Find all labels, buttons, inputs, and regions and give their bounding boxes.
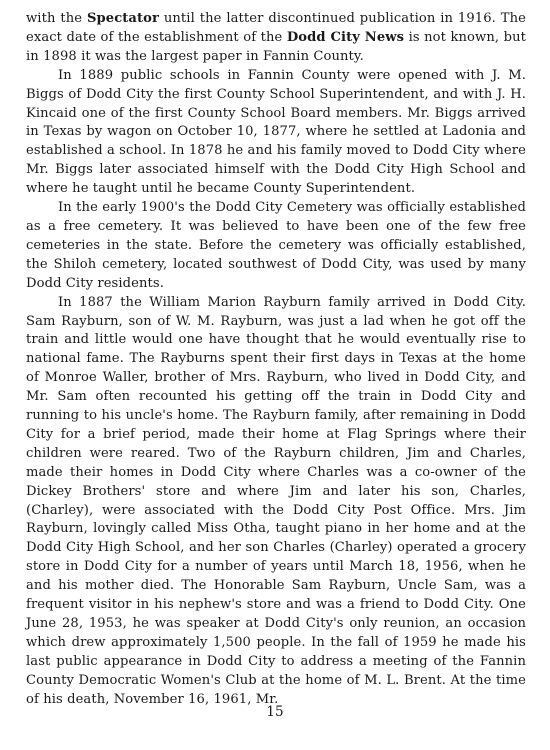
paragraph (26, 199, 526, 294)
page-body (26, 10, 526, 710)
text-run: with the (26, 11, 87, 26)
bold-text: Spectator (86, 11, 159, 26)
paragraph (26, 67, 526, 199)
paragraph (26, 294, 526, 710)
text-run: In the early 1900's the Dodd City Cemetery was officially established as a free cemetery. It was believed to have been one of the few free cemeteries in the state. Before the cemetery was officially established, the Shiloh cemetery, located southwest of Dodd City, was used by many Dodd City residents. (26, 200, 526, 291)
text-run: until the latter discontinued publication in 1916. The exact date of the establishment of the (26, 11, 526, 45)
paragraph (26, 10, 526, 67)
text-run: In 1887 the William Marion Rayburn family arrived in Dodd City. Sam Rayburn, son of W. M. Rayburn, was just a lad when he got off the train and little would one have thought that he would eventually rise to national fame. The Rayburns spent their first days in Texas at the home of Monroe Waller, brother of Mrs. Rayburn, who lived in Dodd City, and Mr. Sam often recounted his getting off the train in Dodd City and running to his uncle's home. The Rayburn family, after remaining in Dodd City for a brief period, made their home at Flag Springs where their children were reared. Two of the Rayburn children, Jim and Charles, made their homes in Dodd City where Charles was a co-owner of the Dickey Brothers' store and where Jim and later his son, Charles, (Charley), were associated with the Dodd City Post Office. Mrs. Jim Rayburn, lovingly called Miss Otha, taught piano in her home and at the Dodd City High School, and her son Charles (Charley) operated a grocery store in Dodd City for a number of years until March 18, 1956, when he and his mother died. The Honorable Sam Rayburn, Uncle Sam, was a frequent visitor in his nephew's store and was a friend to Dodd City. One June 28, 1953, he was speaker at Dodd City's only reunion, an occasion which drew approximately 1,500 people. In the fall of 1959 he made his last public appearance in Dodd City to address a meeting of the Fannin County Democratic Women's Club at the home of M. L. Brent. At the time of his death, November 16, 1961, Mr. (26, 294, 526, 707)
page-number: 15 (266, 704, 284, 720)
bold-text: Dodd City News (286, 29, 405, 45)
text-run: In 1889 public schools in Fannin County were opened with J. M. Biggs of Dodd City the first County School Superintendent, and with J. H. Kincaid one of the first County School Board members. Mr. Biggs arrived in Texas by wagon on October 10, 1877, where he settled at Ladonia and established a school. In 1878 he and his family moved to Dodd City where Mr. Biggs later associated himself with the Dodd City High School and where he taught until he became County Superintendent. (26, 67, 526, 197)
text-run: is not known, but in 1898 it was the largest paper in Fannin County. (26, 29, 526, 64)
text-flow (26, 10, 526, 710)
